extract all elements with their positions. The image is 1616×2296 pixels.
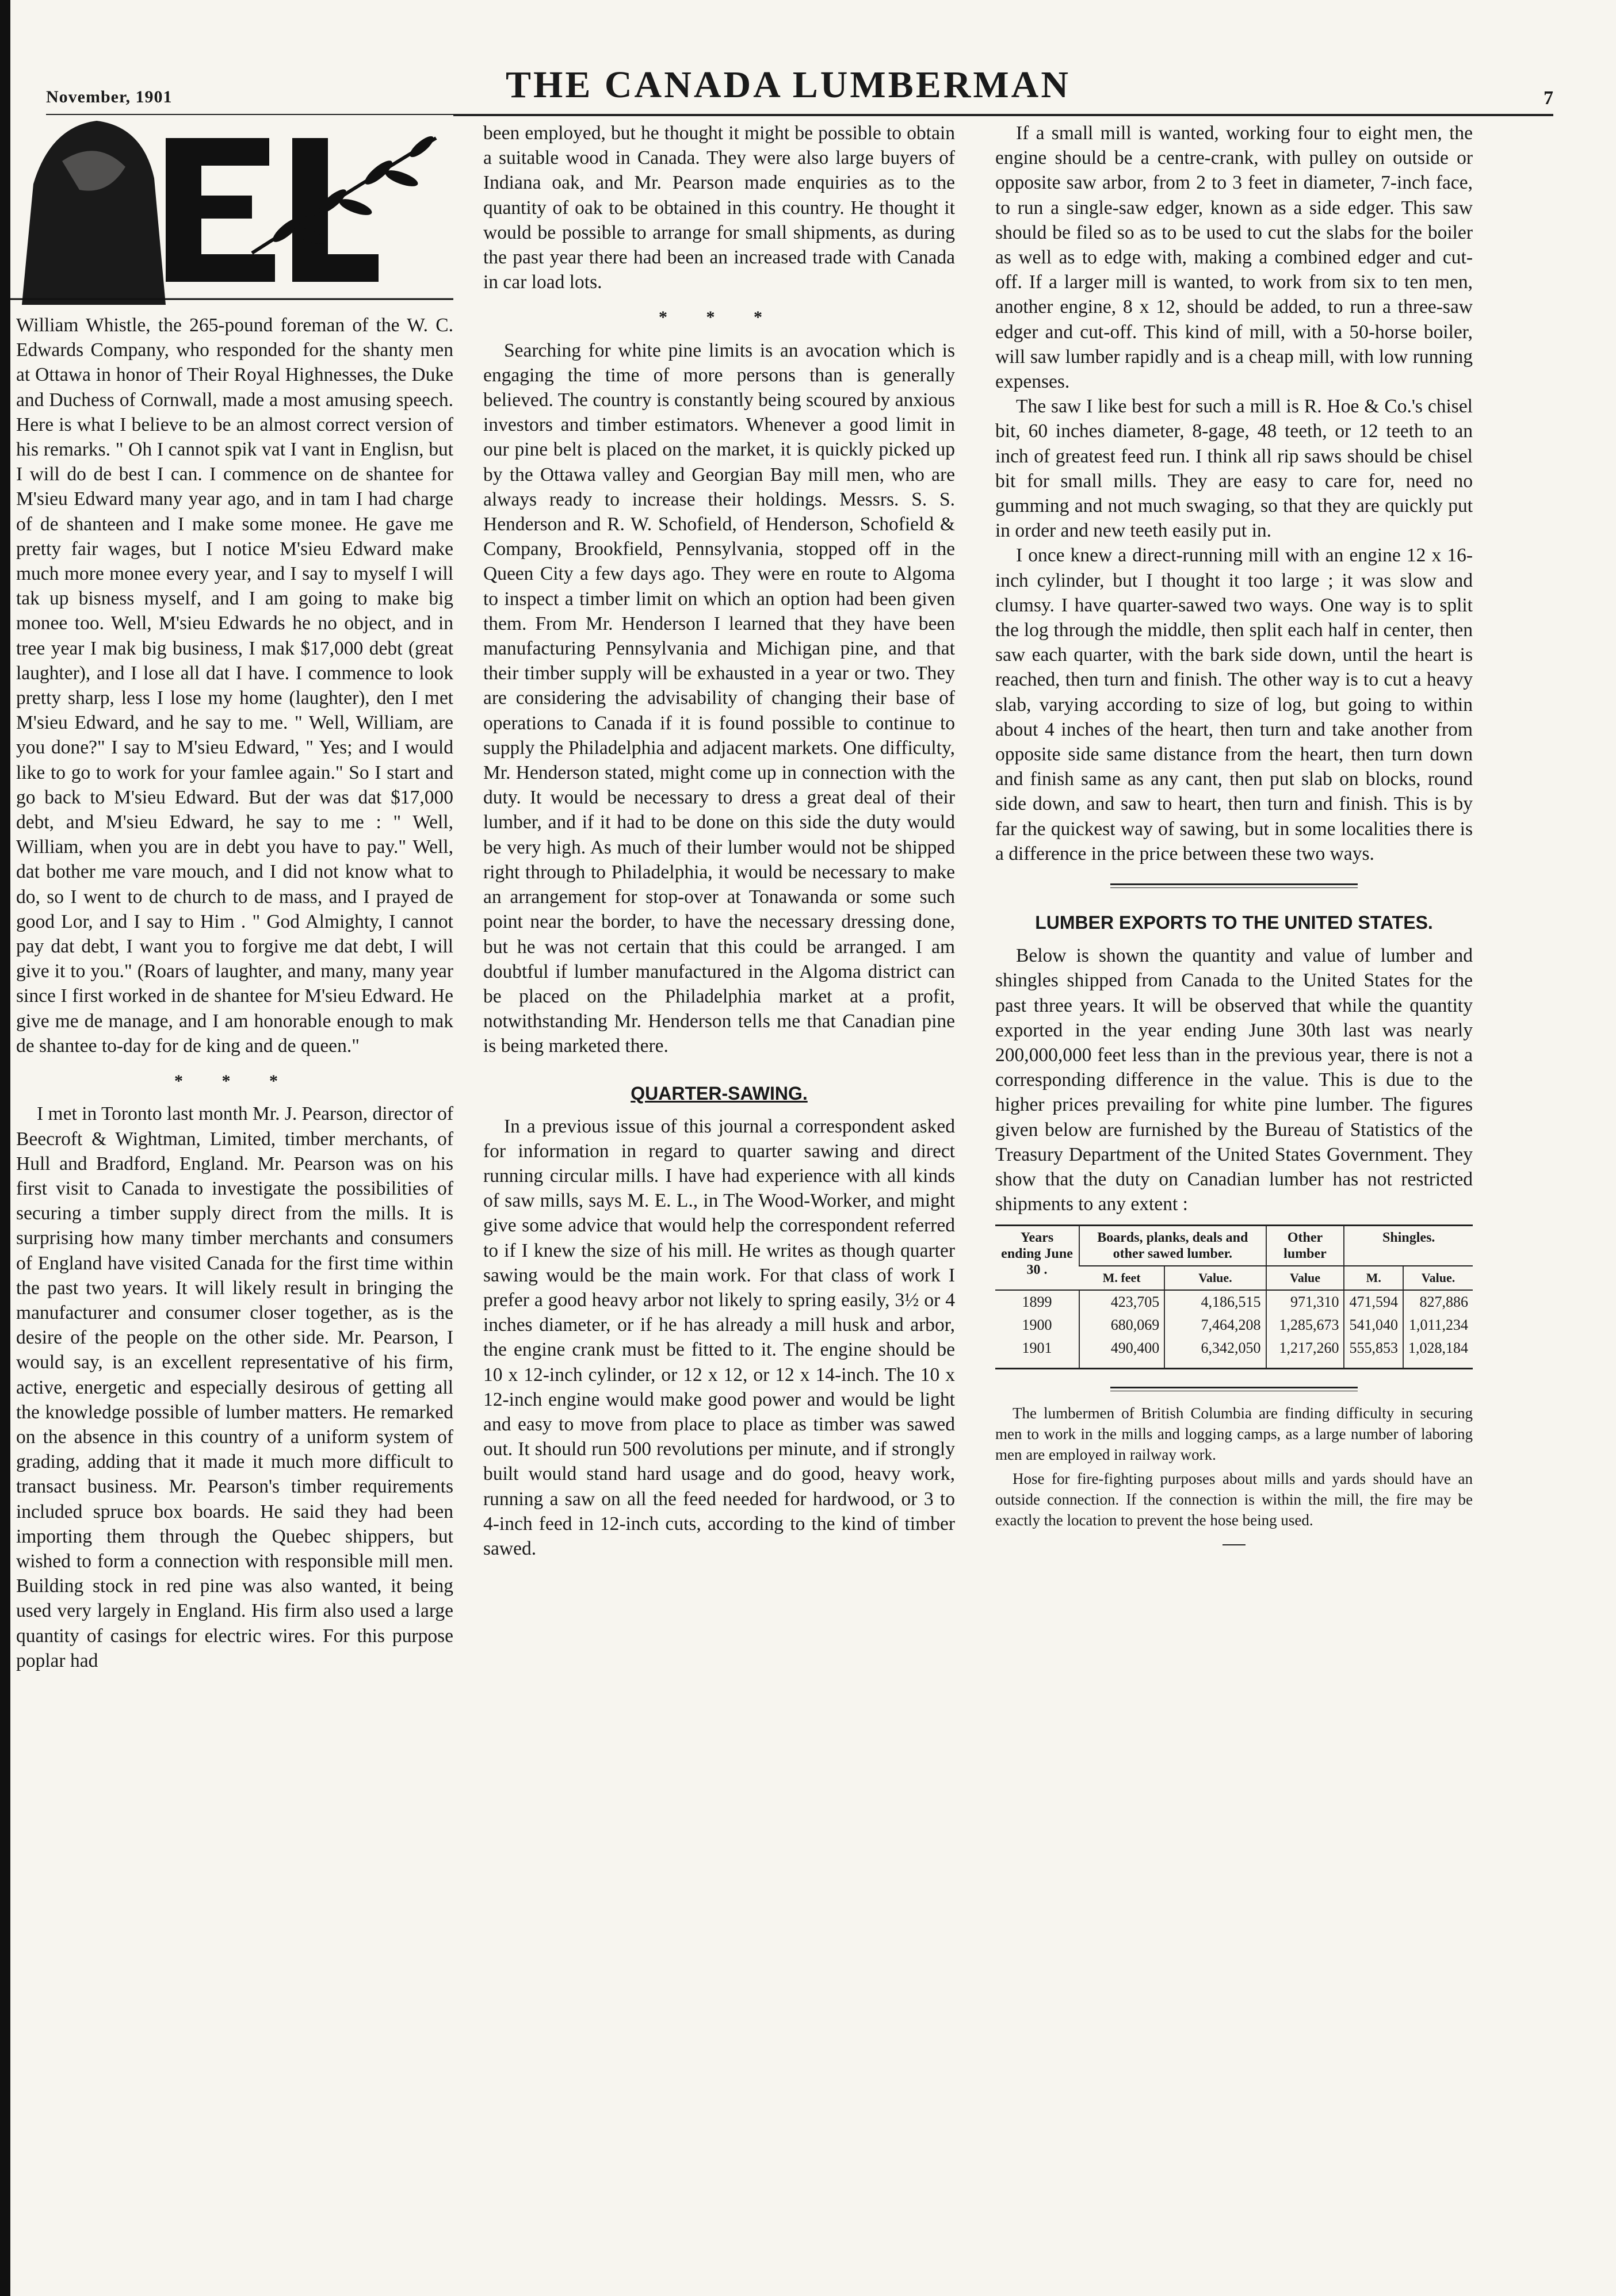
white-pine-paragraph: Searching for white pine limits is an avocation which is engaging the time of more persons than is generally believed. The country is constantly being scoured by anxious investors and timber estimators. Whenever a good limit in our pine belt is placed on the market, it is quickly picked up by the Ottawa valley and Georgian Bay mill men, who are always ready to increase their holdings. Messrs. S. S. Henderson and R. W. Schofield, of Henderson, Schofield & Company, Brookfield, Pennsylvania, stopped off in the Queen City a few days ago. They were en route to Algoma to inspect a timber limit on which an option had been given them. From Mr. Henderson I learned that they have been manufacturing Pennsylvania and Michigan pine, and that their timber supply will be exhausted in a year or two. They are considering the advisability of changing their base of operations to Canada if it is found possible to continue to supply the Philadelphia and adjacent markets. One difficulty, Mr. Henderson stated, might come up in connection with the duty. It would be necessary to dress a great deal of their lumber, and if it had to be done on this side the duty would be very high. As much of their lumber would not be shipped right through to Philadelphia, it would be necessary to make an arrangement for stop-over at Tonawanda or some such point near the border, to have the necessary dressing done, but he was not certain that this could be arranged. I am doubtful if lumber manufactured in the Algoma district can be placed on the Philadelphia market at a profit, notwithstanding Mr. Henderson tells me that Canadian pine is being marketed there. [483,339,955,1057]
section-divider [1110,883,1358,888]
brief-notes [995,1403,1473,1530]
page-header [23,52,1553,115]
table-cell: 423,705 [1079,1290,1164,1314]
pearson-paragraph: I met in Toronto last month Mr. J. Pearson, director of Beecroft & Wightman, Limited, timber merchants, of Hull and Bradford, England. Mr. Pearson was on his first visit to Canada to investigate the possibilities of securing a timber supply direct from the mills. It is surprising how many timber merchants and consumers of England have visited Canada for the first time within the past two years. It will likely result in bringing the manufacturer and consumer closer together, as is the desire of the people on the other side. Mr. Pearson, I would say, is an excellent representative of his firm, active, energetic and especially desirous of getting all the knowledge possible of lumber matters. He remarked on the absence in this country of a uniform system of grading, adding that it made it much more difficult to transact business. Mr. Pearson's timber requirements included spruce box boards. He said they had been importing them through the Quebec shippers, but wished to form a connection with responsible mill men. Building stock in red pine was also wanted, it being used very largely in England. His firm also used a large quantity of casings for electric wires. For this purpose poplar had [16,1103,453,1671]
section-separator-stars: * * * [174,1072,295,1091]
lumber-exports-paragraph: Below is shown the quantity and value of lumber and shingles shipped from Canada to the United States for the past three years. It will be observed that while the quantity exported in the year ending June 30th last was nearly 200,000,000 feet less than in the previous year, there is not a corresponding difference in the value. This is due to the higher prices prevailing for white pine lumber. The figures given below are furnished by the Bureau of Statistics of the Treasury Department of the United States Government. They show that the duty on Canadian lumber has not restricted shipments to any extent : [995,945,1473,1215]
quarter-sawing-paragraph: In a previous issue of this journal a correspondent asked for information in regard to quarter sawing and direct running circular mills. I have had experience with all kinds of saw mills, says M. E. L., in The Wood-Worker, and might give some advice that would help the correspondent referred to if I knew the size of his mill. He writes as though quarter sawing would be the main work. For that class of work I prefer a good heavy arbor not likely to spring easily, 3½ or 4 inches diameter, or if he has already a mill husk and arbor, the engine crank must be fitted to it. The engine should be 10 x 12-inch cylinder, or 12 x 12, or 12 x 14-inch. The 10 x 12-inch engine would make good power and would be light and easy to move from place to place as timber was sawed out. It should run 500 revolutions per minute, and if strongly built would stand hard usage and do good, heavy work, running a saw on all the feed needed for hardwood, or 3 to 4-inch feed in 12-inch cuts, according to the kind of timber sawed. [483,1115,955,1559]
subheader-value: Value [1266,1266,1344,1290]
table-cell: 541,040 [1344,1314,1403,1337]
table-cell: 680,069 [1079,1314,1164,1337]
subheader-m-feet: M. feet [1079,1266,1164,1290]
scan-edge [0,0,10,2296]
direct-running-mill-paragraph: I once knew a direct-running mill with an engine 12 x 16-inch cylinder, but I thought it too large ; it was slow and clumsy. I have quarter-sawed two ways. One way is to split the log through the middle, then split each half in center, then saw each quarter, with the bark side down, until the heart is reached, then turn and finish. The other way is to cut a heavy slab, varying according to size of log, but going to within about 4 inches of the heart, then turn and take another from opposite side same distance from the heart, then turn down and finish same as any cant, then put slab on blocks, round side down, and saw to heart, then turn and finish. This is by far the quickest way of sawing, but in some localities there is a difference in the price between these two ways. [995,545,1473,864]
table-cell-year: 1901 [995,1337,1079,1369]
table-row [995,1337,1473,1369]
issue-date: November, 1901 [46,87,173,106]
column-1 [16,121,453,1673]
masthead-title: THE CANADA LUMBERMAN [505,64,1071,106]
small-mill-paragraph: If a small mill is wanted, working four to eight men, the engine should be a centre-crank, with pulley on outside or opposite saw arbor, from 2 to 3 feet in diameter, 7-inch face, to run a single-saw edger, known as a side edger. This saw should be filed so as to be used to cut the slabs for the boiler as well as to edge with, making a combined edger and cut-off. If a larger mill is wanted, to work from six to ten men, another engine, 8 x 12, should be added, to run a three-saw edger and cut-off. This kind of mill, with a 50-horse boiler, will saw lumber rapidly and is a cheap mill, with low running expenses. [995,123,1473,393]
section-divider [1110,1387,1358,1391]
quarter-sawing-heading: QUARTER-SAWING. [631,1082,808,1104]
subheader-m: M. [1344,1266,1403,1290]
column-2 [483,121,955,1561]
section-separator-stars: * * * [659,308,780,327]
table-cell-year: 1900 [1022,1317,1052,1334]
table-cell: 555,853 [1344,1337,1403,1369]
col-header-boards: Boards, planks, deals and other sawed lumber. [1079,1226,1266,1266]
end-rule [1222,1544,1246,1545]
table-cell: 1,285,673 [1266,1314,1344,1337]
table-cell: 1,028,184 [1403,1337,1473,1369]
table-cell: 971,310 [1266,1290,1344,1314]
table-cell: 7,464,208 [1164,1314,1266,1337]
subheader-value: Value. [1403,1266,1473,1290]
ornamental-initial [10,115,453,305]
subheader-value: Value. [1164,1266,1266,1290]
col-header-year: Years ending June 30 . [995,1226,1079,1291]
pearson-continued-paragraph: been employed, but he thought it might be possible to obtain a suitable wood in Canada. They were also large buyers of Indiana oak, and Mr. Pearson made enquiries as to the quantity of oak to be obtained in this country. He thought it would be possible to arrange for small shipments, as during the past year there had been an increased trade with Canada in car load lots. [483,123,955,293]
ornamental-initial-illustration [10,115,453,305]
table-cell: 490,400 [1079,1337,1164,1369]
bc-lumbermen-note: The lumbermen of British Columbia are finding difficulty in securing men to work in the mills and logging camps, as a large number of laboring men are employed in railway work. [995,1405,1473,1464]
table-cell: 471,594 [1344,1290,1403,1314]
whistle-speech-paragraph: William Whistle, the 265-pound foreman of the W. C. Edwards Company, who responded for the shanty men at Ottawa in honor of Their Royal Highnesses, the Duke and Duchess of Cornwall, made a most amusing speech. Here is what I believe to be an almost correct version of his remarks. " Oh I cannot spik vat I vant in Englisn, but I will do de best I can. I commence on de shantee for M'sieu Edward many year ago, and in tam I had charge of de shanteen and I make some monee. He gave me pretty fair wages, but I notice M'sieu Edward make much more monee every year, and I say to myself I will tak up bisness myself, and I am going to make big monee too. Well, M'sieu Edwards he no object, and in tree year I mak big business, I mak $17,000 debt (great laughter), and I lose all dat I have. I commence to look pretty sharp, less I lose my home (laughter), den I met M'sieu Edward, and he say to me. " Well, William, are you done?" I say to M'sieu Edward, " Yes; and I would like to go to work for your famlee again." So I start and go back to M'sieu Edward. But der was dat $17,000 debt, and M'sieu Edward, he say to me : " Well, William, when you are in debt you have to pay." Well, dat bother me vare mouch, and I did not know what to do, so I went to de church to de mass, and I prayed de good Lor, and I say to Him . " God Almighty, I cannot pay dat debt, I want you to forgive me dat debt, I will give it to you." (Roars of laughter, and many, many year since I first worked in de shantee for M'sieu Edward. He give me de manage, and I am honorable enough to mak de shantee to-day for de king and de queen." [16,315,453,1057]
table-cell-year: 1899 [1022,1294,1052,1311]
table-cell: 827,886 [1403,1290,1473,1314]
table-row [995,1314,1473,1337]
table-row [995,1290,1473,1314]
col-header-shingles: Shingles. [1344,1226,1473,1266]
table-cell: 4,186,515 [1164,1290,1266,1314]
page-number: 7 [1544,87,1553,109]
fire-hose-note: Hose for fire-fighting purposes about mills and yards should have an outside connection. If the connection is within the mill, the fire may be exactly the location to prevent the hose being used. [995,1470,1473,1529]
table-cell: 6,342,050 [1164,1337,1266,1369]
table-cell: 1,217,260 [1266,1337,1344,1369]
saw-choice-paragraph: The saw I like best for such a mill is R. Hoe & Co.'s chisel bit, 60 inches diameter, 8-gage, 48 teeth, or 12 teeth to an inch of greatest feed run. I think all rip saws should be chisel bit for small mills. They are easy to care for, need no gumming and not much swaging, so that they are quickly put in order and new teeth easily put in. [995,396,1473,542]
table-cell: 1,011,234 [1403,1314,1473,1337]
col-header-other-lumber: Other lumber [1266,1226,1344,1266]
lumber-exports-table [995,1224,1473,1369]
lumber-exports-heading: LUMBER EXPORTS TO THE UNITED STATES. [1035,912,1433,933]
column-3 [995,121,1473,1545]
